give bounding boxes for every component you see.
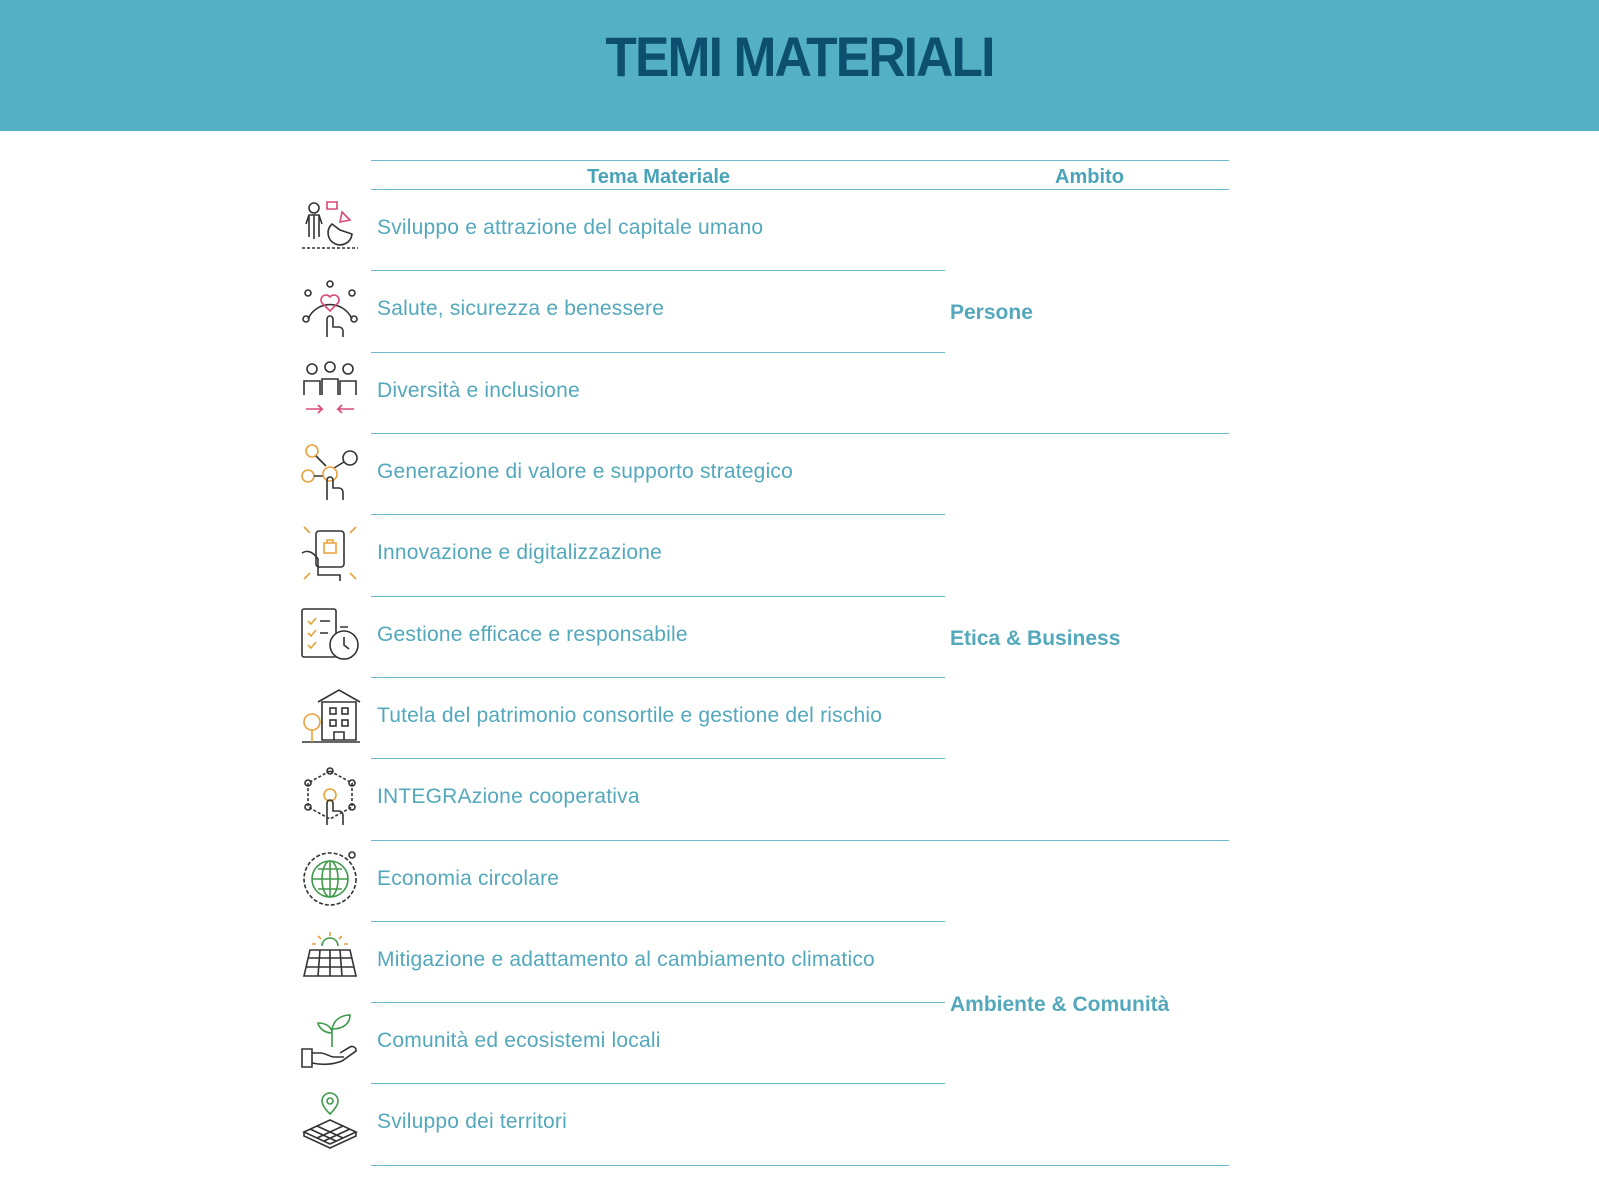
table-row [300,190,950,271]
ambito-ambiente-comunita: Ambiente & Comunità [950,993,1170,1016]
ambito-etica-business: Etica & Business [950,627,1121,650]
digital-phone-icon [300,523,360,583]
row-label: Salute, sicurezza e benessere [377,297,665,320]
hand-plant-icon [300,1011,360,1071]
diversity-group-icon [300,361,360,421]
ambito-persone: Persone [950,301,1033,324]
row-label: INTEGRAzione cooperativa [377,785,640,808]
table-row [300,434,950,515]
table-row [300,353,950,434]
table-top-rule [371,160,1229,161]
header-banner [0,0,1599,131]
table-row [300,678,950,759]
row-label: Economia circolare [377,867,560,890]
table-row [300,597,950,678]
row-label: Sviluppo e attrazione del capitale umano [377,216,764,239]
row-label: Innovazione e digitalizzazione [377,541,663,564]
human-capital-icon [300,198,360,258]
value-coins-icon [300,442,360,502]
map-pin-grid-icon [300,1092,360,1152]
solar-panel-icon [300,930,360,990]
row-label: Generazione di valore e supporto strategico [377,460,794,483]
page-title: TEMI MATERIALI [605,25,994,88]
building-tree-icon [300,686,360,746]
table-row [300,271,950,352]
row-label: Sviluppo dei territori [377,1110,567,1133]
table-row [300,841,950,922]
table-row [300,922,950,1003]
row-label: Comunità ed ecosistemi locali [377,1029,661,1052]
table-row [300,1003,950,1084]
row-label: Tutela del patrimonio consortile e gestione del rischio [377,704,883,727]
column-header-ambito: Ambito [1055,166,1124,188]
row-label: Gestione efficace e responsabile [377,623,688,646]
table-row [300,515,950,596]
row-label: Diversità e inclusione [377,379,580,402]
globe-icon [300,849,360,909]
checklist-stopwatch-icon [300,605,360,665]
table-row [300,759,950,840]
table-row [300,1084,950,1165]
health-heart-icon [300,279,360,339]
row-label: Mitigazione e adattamento al cambiamento climatico [377,948,875,971]
network-hand-icon [300,767,360,827]
table-bottom-rule [371,1165,1229,1166]
column-header-tema: Tema Materiale [586,166,731,188]
